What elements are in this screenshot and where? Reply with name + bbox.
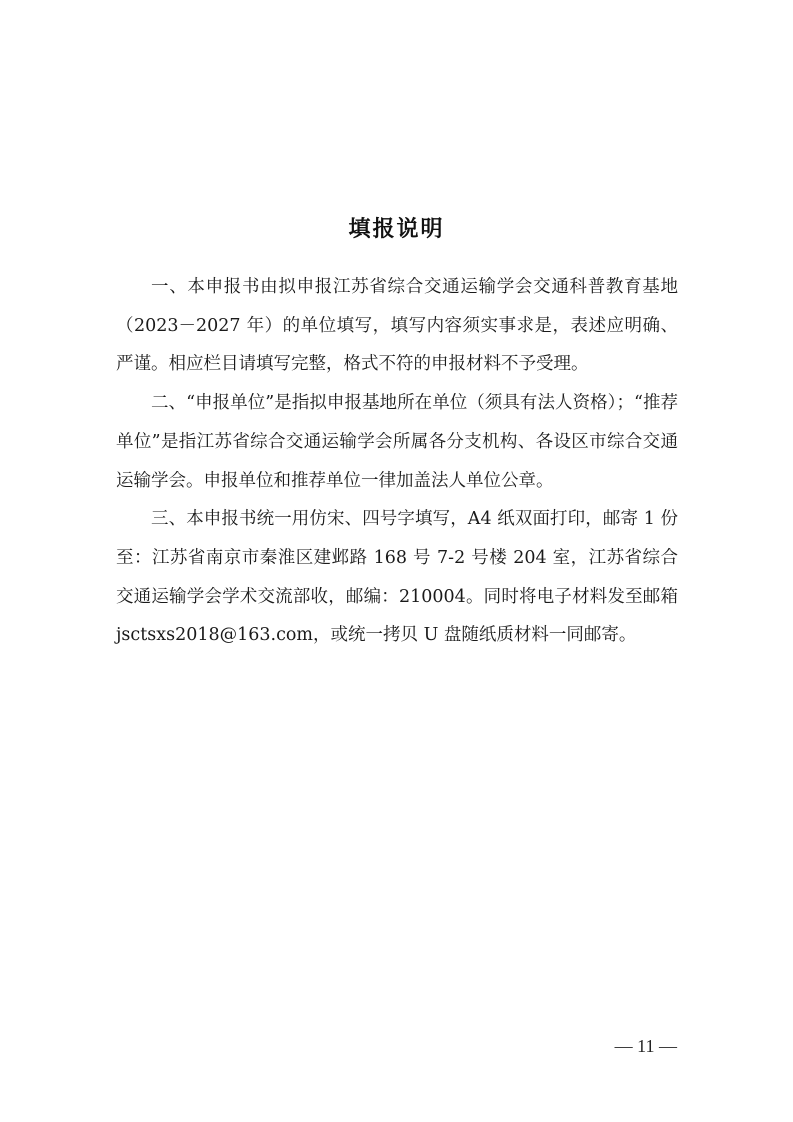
page-number: — 11 — <box>614 1036 677 1056</box>
paragraph-2: 二、“申报单位”是指拟申报基地所在单位（须具有法人资格）；“推荐单位”是指江苏省综合交通运输学会所属各分支机构、各设区市综合交通运输学会。申报单位和推荐单位一律加盖法人单位公章。 <box>116 393 678 491</box>
paragraph-3: 三、本申报书统一用仿宋、四号字填写，A4 纸双面打印，邮寄 1 份至：江苏省南京市秦淮区建邺路 168 号 7-2 号楼 204 室，江苏省综合交通运输学会学术交流部收，邮编：210004。同时将电子材料发至邮箱 jsctsxs2018@163.com，或统一拷贝 U 盘随纸质材料一同邮寄。 <box>116 509 678 646</box>
paragraph-1: 一、本申报书由拟申报江苏省综合交通运输学会交通科普教育基地（2023－2027 年）的单位填写，填写内容须实事求是，表述应明确、严谨。相应栏目请填写完整，格式不符的申报材料不予受理。 <box>116 277 678 375</box>
instructions-body <box>116 268 678 655</box>
page-title: 填报说明 <box>348 217 445 242</box>
